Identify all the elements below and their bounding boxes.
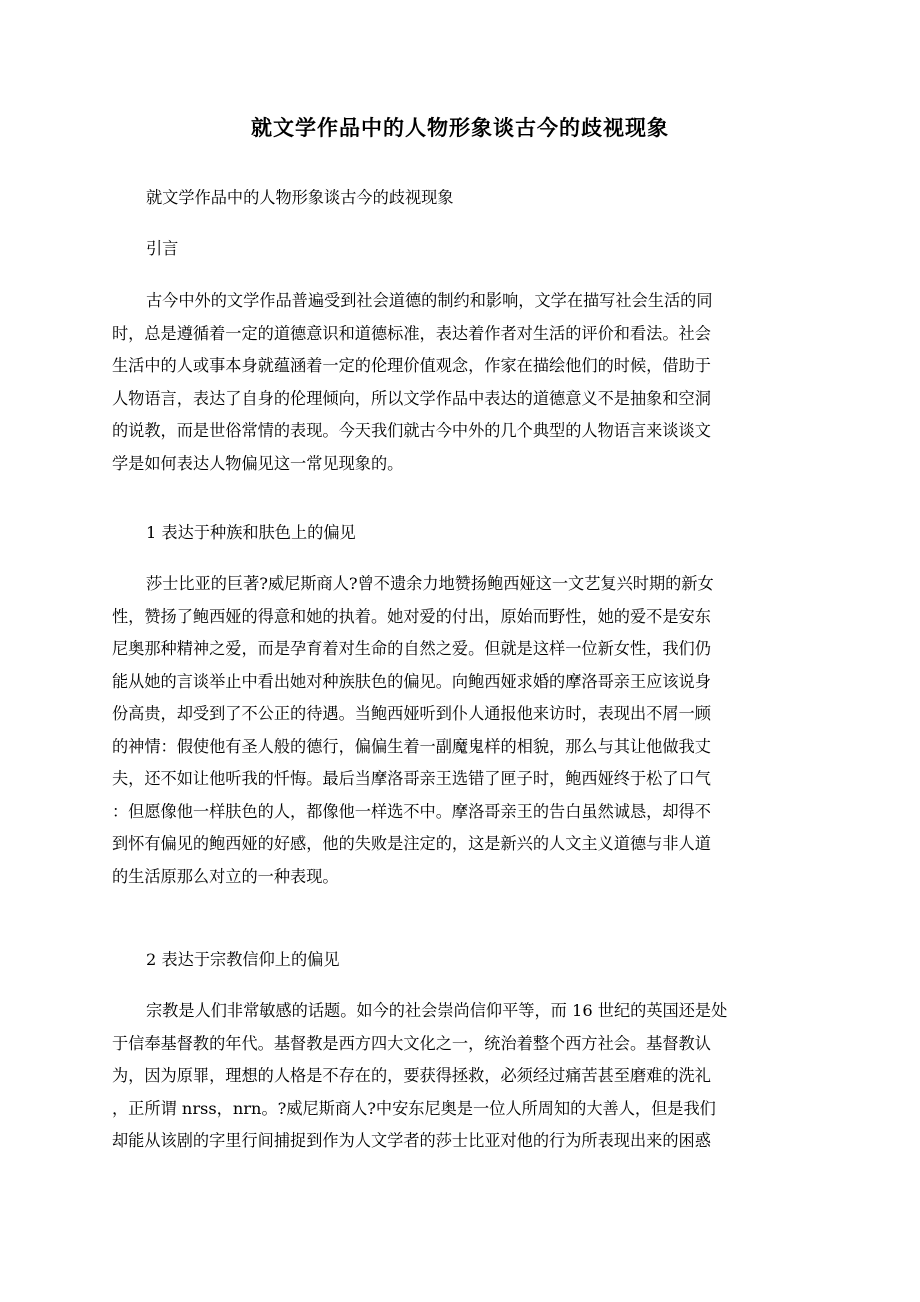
paragraph-line: 的说教，而是世俗常情的表现。今天我们就古今中外的几个典型的人物语言来谈谈文 [112, 421, 711, 440]
paragraph-line: ，正所谓 nrss，nrn。?威尼斯商人?中安东尼奥是一位人所周知的大善人，但是我们 [112, 1098, 716, 1118]
intro-paragraph [112, 285, 808, 480]
section2-heading [112, 944, 808, 977]
section2-heading-text: 2 表达于宗教信仰上的偏见 [146, 950, 340, 969]
section2-paragraph [112, 995, 808, 1158]
section1-paragraph [112, 568, 808, 893]
paragraph-line: 夫，还不如让他听我的忏悔。最后当摩洛哥亲王选错了匣子时，鲍西娅终于松了口气 [112, 769, 711, 788]
document-title: 就文学作品中的人物形象谈古今的歧视现象 [251, 116, 669, 140]
subtitle-text: 就文学作品中的人物形象谈古今的歧视现象 [146, 188, 454, 207]
paragraph-line: 生活中的人或事本身就蕴涵着一定的伦理价值观念，作家在描绘他们的时候，借助于 [112, 356, 711, 375]
paragraph-line: 时，总是遵循着一定的道德意识和道德标准，表达着作者对生活的评价和看法。社会 [112, 323, 711, 343]
paragraph-line: 为，因为原罪，理想的人格是不存在的，要获得拯救，必须经过痛苦甚至磨难的洗礼 [112, 1066, 711, 1085]
paragraph-line: 的生活原那么对立的一种表现。 [112, 866, 339, 886]
section1-heading-text: 1 表达于种族和肤色上的偏见 [146, 523, 356, 542]
paragraph-line: ：但愿像他一样肤色的人，都像他一样选不中。摩洛哥亲王的告白虽然诚恳，却得不 [112, 801, 711, 821]
paragraph-line: 学是如何表达人物偏见这一常见现象的。 [112, 453, 404, 473]
paragraph-line: 尼奥那种精神之爱，而是孕育着对生命的自然之爱。但就是这样一位新女性，我们仍 [112, 639, 711, 658]
paragraph-line: 性，赞扬了鲍西娅的得意和她的执着。她对爱的付出，原始而野性，她的爱不是安东 [112, 606, 711, 626]
section1-heading [112, 517, 808, 550]
intro-heading [112, 233, 808, 266]
paragraph-line: 的神情：假使他有圣人般的德行，偏偏生着一副魔鬼样的相貌，那么与其让他做我丈 [112, 736, 711, 756]
paragraph-line: 宗教是人们非常敏感的话题。如今的社会崇尚信仰平等，而 16 世纪的英国还是处 [146, 1001, 728, 1020]
paragraph-line: 能从她的言谈举止中看出她对种族肤色的偏见。向鲍西娅求婚的摩洛哥亲王应该说身 [112, 671, 711, 691]
intro-heading-text: 引言 [146, 239, 179, 258]
paragraph-line: 到怀有偏见的鲍西娅的好感，他的失败是注定的，这是新兴的人文主义道德与非人道 [112, 834, 711, 853]
subtitle-paragraph [112, 182, 808, 215]
paragraph-line: 于信奉基督教的年代。基督教是西方四大文化之一，统治着整个西方社会。基督教认 [112, 1033, 711, 1053]
paragraph-line: 古今中外的文学作品普遍受到社会道德的制约和影响，文学在描写社会生活的同 [146, 291, 713, 310]
paragraph-line: 莎士比亚的巨著?威尼斯商人?曾不遗余力地赞扬鲍西娅这一文艺复兴时期的新女 [146, 574, 714, 593]
paragraph-line: 却能从该剧的字里行间捕捉到作为人文学者的莎士比亚对他的行为所表现出来的困惑 [112, 1131, 711, 1150]
paragraph-line: 份高贵，却受到了不公正的待遇。当鲍西娅听到仆人通报他来访时，表现出不屑一顾 [112, 704, 711, 723]
paragraph-line: 人物语言，表达了自身的伦理倾向，所以文学作品中表达的道德意义不是抽象和空洞 [112, 388, 711, 408]
